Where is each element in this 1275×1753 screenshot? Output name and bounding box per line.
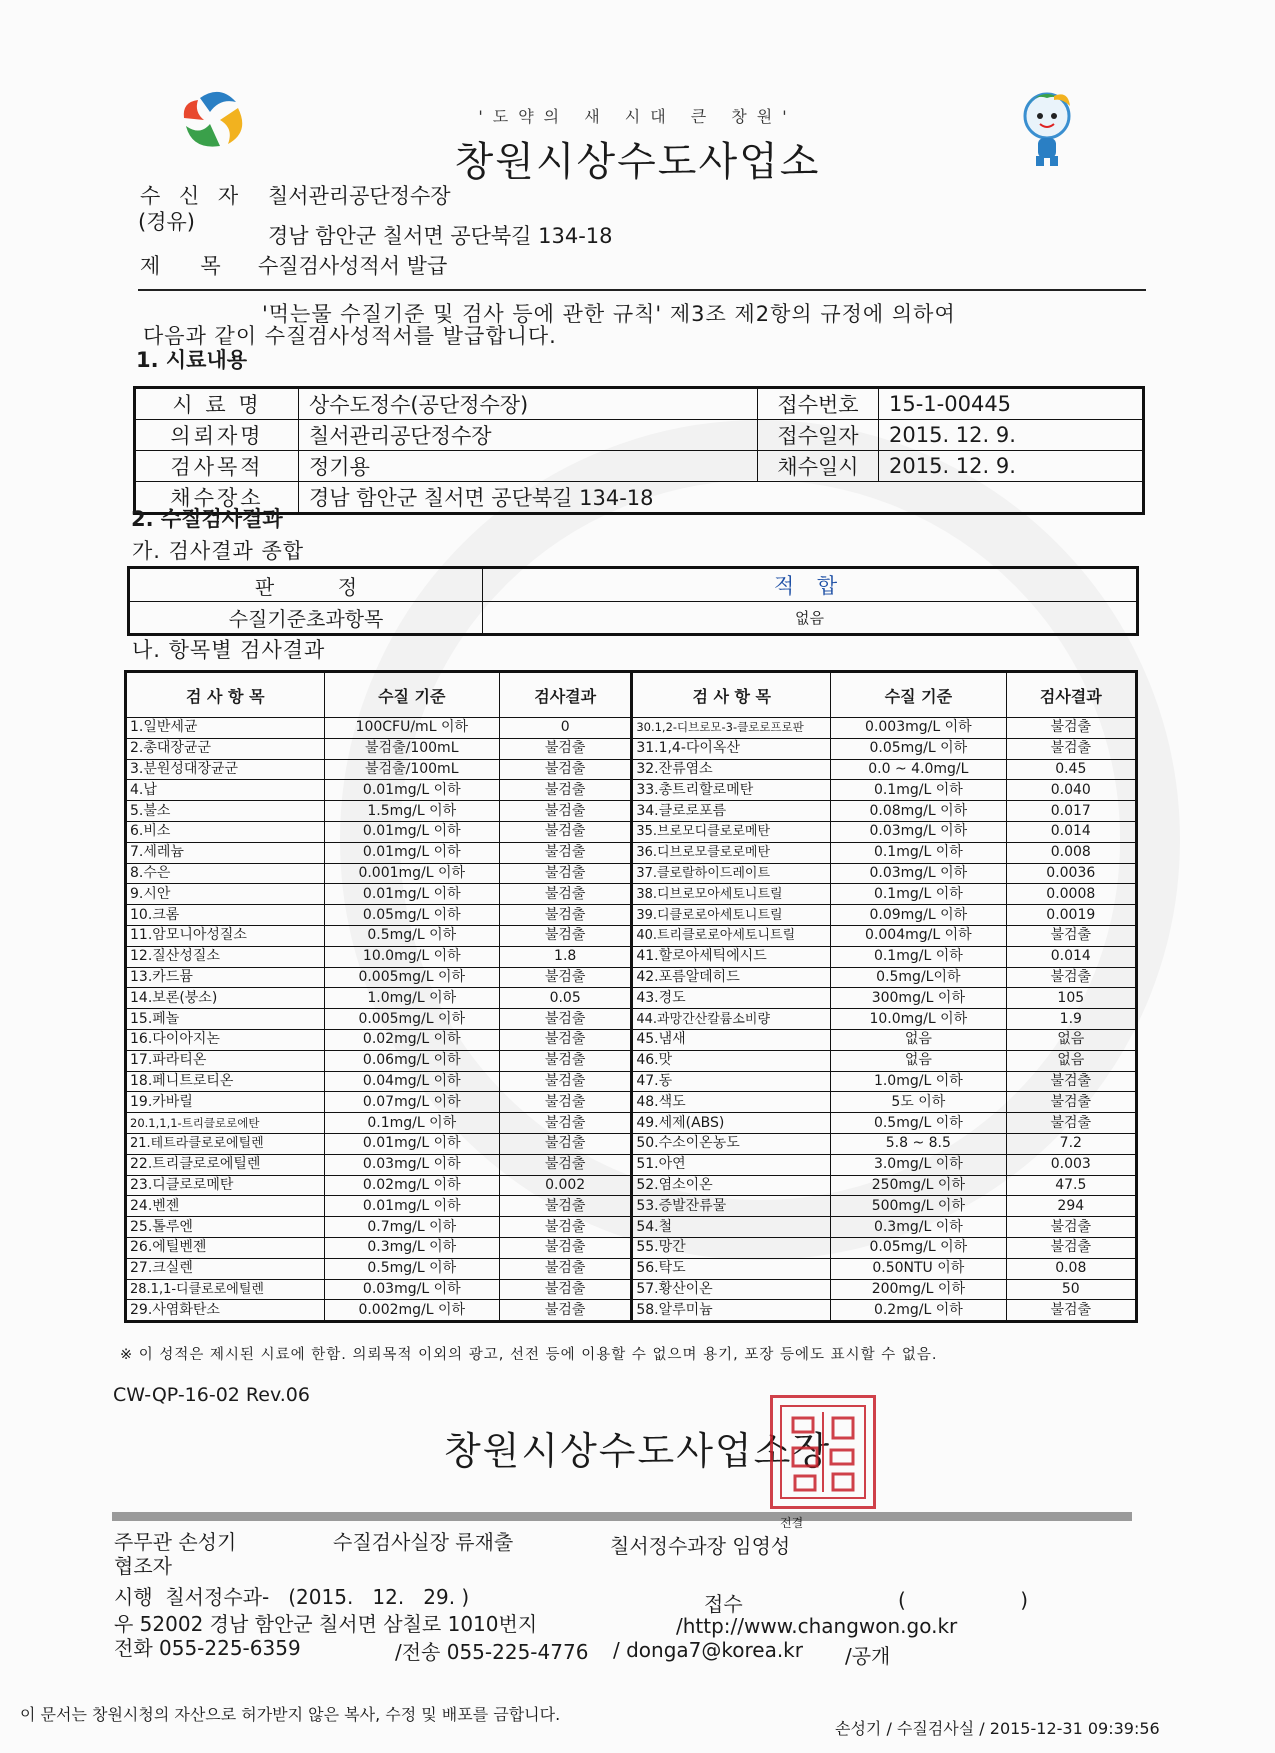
- results-result: 불검출: [500, 1092, 632, 1113]
- results-result: 47.5: [1006, 1175, 1136, 1196]
- results-result: 불검출: [1006, 738, 1136, 759]
- results-standard: 0.5mg/L이하: [831, 967, 1006, 988]
- results-result: 0.014: [1006, 946, 1136, 967]
- results-result: 불검출: [500, 905, 632, 926]
- itemized-subheading: 나. 항목별 검사결과: [132, 638, 326, 662]
- results-item-name: 57.황산이온: [632, 1279, 831, 1300]
- results-standard: 300mg/L 이하: [831, 988, 1006, 1009]
- results-standard: 0.5mg/L 이하: [324, 925, 500, 946]
- results-result: 불검출: [1006, 1237, 1136, 1258]
- results-row: [126, 801, 1137, 822]
- results-row: [126, 718, 1137, 739]
- results-result: 불검출: [1006, 967, 1136, 988]
- results-result: 불검출: [1006, 1092, 1136, 1113]
- phone: 전화 055-225-6359: [114, 1636, 301, 1660]
- results-result: 불검출: [500, 801, 632, 822]
- results-standard: 0.1mg/L 이하: [831, 780, 1006, 801]
- results-row: [126, 1071, 1137, 1092]
- results-result: 불검출: [500, 884, 632, 905]
- results-standard: 0.09mg/L 이하: [831, 905, 1006, 926]
- results-result: 불검출: [500, 967, 632, 988]
- results-result: 불검출: [500, 1279, 632, 1300]
- results-result: 불검출: [500, 1258, 632, 1279]
- results-result: 없음: [1006, 1029, 1136, 1050]
- summary-subheading: 가. 검사결과 종합: [132, 539, 305, 563]
- results-item-name: 55.망간: [632, 1237, 831, 1258]
- sampling-location: 경남 함안군 칠서면 공단북길 134-18: [299, 482, 1144, 514]
- results-item-name: 3.분원성대장균군: [126, 759, 325, 780]
- results-standard: 0.01mg/L 이하: [324, 1196, 500, 1217]
- results-item-name: 17.파라티온: [126, 1050, 325, 1071]
- results-standard: 200mg/L 이하: [831, 1279, 1006, 1300]
- approval-mark: 전결: [780, 1516, 804, 1530]
- results-standard: 0.0 ~ 4.0mg/L: [831, 759, 1006, 780]
- results-item-name: 2.총대장균군: [126, 738, 325, 759]
- results-header-cell: 수질 기준: [831, 672, 1006, 718]
- results-row: [126, 1279, 1137, 1300]
- results-result: 불검출: [500, 1217, 632, 1238]
- intro-line-2: 다음과 같이 수질검사성적서를 발급합니다.: [143, 324, 557, 348]
- results-standard: 0.02mg/L 이하: [324, 1175, 500, 1196]
- results-standard: 0.07mg/L 이하: [324, 1092, 500, 1113]
- results-item-name: 1.일반세균: [126, 718, 325, 739]
- results-result: 0.017: [1006, 801, 1136, 822]
- lab-head: 수질검사실장 류재출: [333, 1530, 514, 1554]
- results-row: [126, 821, 1137, 842]
- results-standard: 0.002mg/L 이하: [324, 1300, 500, 1322]
- results-item-name: 34.클로로포름: [632, 801, 831, 822]
- results-standard: 10.0mg/L 이하: [831, 1009, 1006, 1030]
- results-item-name: 8.수은: [126, 863, 325, 884]
- results-row: [126, 884, 1137, 905]
- results-item-name: 52.염소이온: [632, 1175, 831, 1196]
- results-result: 불검출: [500, 738, 632, 759]
- requester-label: 의뢰자명: [135, 420, 299, 451]
- results-result: 0.040: [1006, 780, 1136, 801]
- results-standard: 1.5mg/L 이하: [324, 801, 500, 822]
- results-item-name: 16.다이아지논: [126, 1029, 325, 1050]
- results-standard: 0.2mg/L 이하: [831, 1300, 1006, 1322]
- section-1-heading: 1. 시료내용: [136, 348, 248, 372]
- received-label: 접수: [704, 1592, 743, 1616]
- results-result: 불검출: [500, 842, 632, 863]
- official-seal: [770, 1395, 876, 1509]
- results-result: 불검출: [500, 759, 632, 780]
- results-item-name: 13.카드뮴: [126, 967, 325, 988]
- sample-info-table: [133, 386, 1145, 515]
- results-standard: 5도 이하: [831, 1092, 1006, 1113]
- results-item-name: 37.클로랄하이드레이트: [632, 863, 831, 884]
- results-header-cell: 검사결과: [500, 672, 632, 718]
- results-standard: 0.5mg/L 이하: [324, 1258, 500, 1279]
- results-row: [126, 1113, 1137, 1134]
- results-standard: 0.02mg/L 이하: [324, 1029, 500, 1050]
- results-item-name: 53.증발잔류물: [632, 1196, 831, 1217]
- purpose: 정기용: [299, 451, 758, 482]
- results-item-name: 6.비소: [126, 821, 325, 842]
- results-result: 불검출: [500, 1237, 632, 1258]
- results-standard: 10.0mg/L 이하: [324, 946, 500, 967]
- results-result: 불검출: [500, 821, 632, 842]
- results-item-name: 47.동: [632, 1071, 831, 1092]
- results-item-name: 33.총트리할로메탄: [632, 780, 831, 801]
- results-standard: 0.05mg/L 이하: [831, 1237, 1006, 1258]
- results-result: 불검출: [1006, 1217, 1136, 1238]
- results-item-name: 35.브로모디클로로메탄: [632, 821, 831, 842]
- results-result: 불검출: [500, 1196, 632, 1217]
- form-code: CW-QP-16-02 Rev.06: [113, 1384, 310, 1406]
- results-result: 불검출: [1006, 1300, 1136, 1322]
- results-result: 50: [1006, 1279, 1136, 1300]
- footer-divider: [112, 1512, 1132, 1521]
- results-result: 불검출: [1006, 718, 1136, 739]
- results-item-name: 28.1,1-디클로로에틸렌: [126, 1279, 325, 1300]
- subject-label: 제 목: [140, 254, 221, 278]
- results-item-name: 27.크실렌: [126, 1258, 325, 1279]
- receipt-date: 2015. 12. 9.: [879, 420, 1144, 451]
- results-standard: 0.01mg/L 이하: [324, 842, 500, 863]
- results-result: 불검출: [500, 1113, 632, 1134]
- sample-name: 상수도정수(공단정수장): [299, 388, 758, 420]
- results-result: 불검출: [500, 1133, 632, 1154]
- recipient-label: 수 신 자: [140, 184, 245, 208]
- exceed-label: 수질기준초과항목: [129, 602, 483, 635]
- results-standard: 0.5mg/L 이하: [831, 1113, 1006, 1134]
- results-item-name: 50.수소이온농도: [632, 1133, 831, 1154]
- results-item-name: 5.불소: [126, 801, 325, 822]
- results-item-name: 29.사염화탄소: [126, 1300, 325, 1322]
- results-result: 0: [500, 718, 632, 739]
- results-result: 불검출: [500, 925, 632, 946]
- results-standard: 0.08mg/L 이하: [831, 801, 1006, 822]
- results-result: 0.0036: [1006, 863, 1136, 884]
- location-label: 채수장소: [135, 482, 299, 514]
- results-result: 294: [1006, 1196, 1136, 1217]
- results-row: [126, 1237, 1137, 1258]
- summary-table: [127, 566, 1139, 636]
- results-row: [126, 842, 1137, 863]
- results-standard: 0.01mg/L 이하: [324, 1133, 500, 1154]
- issue-info: 시행 칠서정수과- (2015. 12. 29. ): [114, 1585, 470, 1609]
- results-item-name: 40.트리클로로아세토니트릴: [632, 925, 831, 946]
- results-standard: 0.7mg/L 이하: [324, 1217, 500, 1238]
- results-result: 불검출: [500, 863, 632, 884]
- results-standard: 0.01mg/L 이하: [324, 821, 500, 842]
- results-row: [126, 946, 1137, 967]
- results-standard: 없음: [831, 1050, 1006, 1071]
- recipient-address: 경남 함안군 칠서면 공단북길 134-18: [268, 224, 613, 248]
- seal-icon: [773, 1398, 873, 1506]
- results-result: 불검출: [500, 1300, 632, 1322]
- results-row: [126, 1217, 1137, 1238]
- results-item-name: 45.냄새: [632, 1029, 831, 1050]
- via-label: (경유): [138, 210, 195, 234]
- subject: 수질검사성적서 발급: [258, 254, 448, 278]
- results-result: 불검출: [500, 1050, 632, 1071]
- results-standard: 5.8 ~ 8.5: [831, 1133, 1006, 1154]
- print-stamp: 손성기 / 수질검사실 / 2015-12-31 09:39:56: [835, 1719, 1160, 1738]
- receipt-no-label: 접수번호: [758, 388, 879, 420]
- postal-address: 우 52002 경남 함안군 칠서면 삼칠로 1010번지: [114, 1612, 538, 1636]
- org-title: 창원시상수도사업소: [454, 139, 821, 185]
- judge-label: 판 정: [129, 568, 483, 602]
- results-item-name: 49.세제(ABS): [632, 1113, 831, 1134]
- results-item-name: 21.테트라클로로에틸렌: [126, 1133, 325, 1154]
- results-item-name: 48.색도: [632, 1092, 831, 1113]
- results-item-name: 39.디클로로아세토니트릴: [632, 905, 831, 926]
- results-table: [124, 670, 1138, 1323]
- email[interactable]: / donga7@korea.kr: [613, 1638, 803, 1662]
- results-standard: 0.005mg/L 이하: [324, 967, 500, 988]
- judge-result: 적 합: [483, 568, 1138, 602]
- results-header-cell: 검 사 항 목: [632, 672, 831, 718]
- results-result: 0.014: [1006, 821, 1136, 842]
- results-row: [126, 967, 1137, 988]
- results-result: 105: [1006, 988, 1136, 1009]
- results-standard: 0.3mg/L 이하: [831, 1217, 1006, 1238]
- results-item-name: 9.시안: [126, 884, 325, 905]
- results-row: [126, 738, 1137, 759]
- results-standard: 0.03mg/L 이하: [324, 1279, 500, 1300]
- results-item-name: 7.세레늄: [126, 842, 325, 863]
- results-result: 0.002: [500, 1175, 632, 1196]
- results-row: [126, 1300, 1137, 1322]
- results-result: 0.008: [1006, 842, 1136, 863]
- signatory-title: 창원시상수도사업소장: [443, 1429, 832, 1473]
- results-standard: 0.03mg/L 이하: [831, 863, 1006, 884]
- results-row: [126, 1133, 1137, 1154]
- sampling-date: 2015. 12. 9.: [879, 451, 1144, 482]
- results-header-cell: 검사결과: [1006, 672, 1136, 718]
- fax: /전송 055-225-4776: [395, 1640, 589, 1664]
- results-standard: 0.001mg/L 이하: [324, 863, 500, 884]
- sampling-date-label: 채수일시: [758, 451, 879, 482]
- results-row: [126, 1092, 1137, 1113]
- section-head: 칠서정수과장 임영성: [610, 1534, 791, 1558]
- results-result: 7.2: [1006, 1133, 1136, 1154]
- results-standard: 0.003mg/L 이하: [831, 718, 1006, 739]
- results-standard: 불검출/100mL: [324, 759, 500, 780]
- results-item-name: 32.잔류염소: [632, 759, 831, 780]
- results-result: 불검출: [500, 1029, 632, 1050]
- results-row: [126, 925, 1137, 946]
- results-item-name: 43.경도: [632, 988, 831, 1009]
- results-row: [126, 1196, 1137, 1217]
- results-standard: 0.01mg/L 이하: [324, 884, 500, 905]
- results-item-name: 4.납: [126, 780, 325, 801]
- results-standard: 없음: [831, 1029, 1006, 1050]
- results-standard: 3.0mg/L 이하: [831, 1154, 1006, 1175]
- results-item-name: 10.크롬: [126, 905, 325, 926]
- results-item-name: 51.아연: [632, 1154, 831, 1175]
- results-standard: 0.004mg/L 이하: [831, 925, 1006, 946]
- results-item-name: 12.질산성질소: [126, 946, 325, 967]
- results-item-name: 26.에틸벤젠: [126, 1237, 325, 1258]
- results-result: 0.0019: [1006, 905, 1136, 926]
- results-item-name: 41.할로아세틱에시드: [632, 946, 831, 967]
- results-item-name: 46.맛: [632, 1050, 831, 1071]
- results-result: 0.05: [500, 988, 632, 1009]
- results-row: [126, 1175, 1137, 1196]
- results-row: [126, 1154, 1137, 1175]
- results-standard: 0.1mg/L 이하: [831, 842, 1006, 863]
- results-item-name: 42.포름알데히드: [632, 967, 831, 988]
- results-row: [126, 1258, 1137, 1279]
- results-result: 1.9: [1006, 1009, 1136, 1030]
- results-item-name: 24.벤젠: [126, 1196, 325, 1217]
- results-item-name: 23.디클로로메탄: [126, 1175, 325, 1196]
- results-result: 1.8: [500, 946, 632, 967]
- results-result: 0.08: [1006, 1258, 1136, 1279]
- results-standard: 0.01mg/L 이하: [324, 780, 500, 801]
- homepage-link[interactable]: /http://www.changwon.go.kr: [676, 1614, 958, 1638]
- results-item-name: 18.페니트로티온: [126, 1071, 325, 1092]
- results-standard: 1.0mg/L 이하: [324, 988, 500, 1009]
- results-item-name: 44.과망간산칼륨소비량: [632, 1009, 831, 1030]
- results-item-name: 11.암모니아성질소: [126, 925, 325, 946]
- results-item-name: 36.디브로모클로로메탄: [632, 842, 831, 863]
- results-row: [126, 1009, 1137, 1030]
- results-item-name: 25.톨루엔: [126, 1217, 325, 1238]
- results-standard: 0.1mg/L 이하: [324, 1113, 500, 1134]
- receipt-no: 15-1-00445: [879, 388, 1144, 420]
- results-result: 불검출: [1006, 1113, 1136, 1134]
- results-result: 0.003: [1006, 1154, 1136, 1175]
- results-header-row: [126, 672, 1137, 718]
- results-item-name: 20.1,1,1-트리클로로에탄: [126, 1113, 325, 1134]
- results-standard: 0.05mg/L 이하: [324, 905, 500, 926]
- requester: 칠서관리공단정수장: [299, 420, 758, 451]
- results-standard: 1.0mg/L 이하: [831, 1071, 1006, 1092]
- results-row: [126, 759, 1137, 780]
- results-item-name: 19.카바릴: [126, 1092, 325, 1113]
- cooperator: 협조자: [114, 1554, 172, 1578]
- recipient: 칠서관리공단정수장: [268, 184, 451, 208]
- results-item-name: 56.탁도: [632, 1258, 831, 1279]
- results-standard: 0.005mg/L 이하: [324, 1009, 500, 1030]
- exceed-items: 없음: [483, 602, 1138, 635]
- results-header-cell: 검 사 항 목: [126, 672, 325, 718]
- results-result: 없음: [1006, 1050, 1136, 1071]
- results-standard: 0.03mg/L 이하: [831, 821, 1006, 842]
- purpose-label: 검사목적: [135, 451, 299, 482]
- results-standard: 250mg/L 이하: [831, 1175, 1006, 1196]
- intro-line-1: '먹는물 수질기준 및 검사 등에 관한 규칙' 제3조 제2항의 규정에 의하여: [262, 302, 956, 326]
- section-2-heading: 2. 수질검사결과: [131, 507, 283, 531]
- results-row: [126, 863, 1137, 884]
- bottom-notice: 이 문서는 창원시청의 자산으로 허가받지 않은 복사, 수정 및 배포를 금합니다.: [20, 1705, 561, 1724]
- results-result: 불검출: [500, 1154, 632, 1175]
- results-item-name: 58.알루미늄: [632, 1300, 831, 1322]
- results-standard: 0.06mg/L 이하: [324, 1050, 500, 1071]
- sample-name-label: 시 료 명: [135, 388, 299, 420]
- results-standard: 0.04mg/L 이하: [324, 1071, 500, 1092]
- results-result: 불검출: [500, 780, 632, 801]
- results-row: [126, 780, 1137, 801]
- results-standard: 0.1mg/L 이하: [831, 884, 1006, 905]
- results-item-name: 31.1,4-다이옥산: [632, 738, 831, 759]
- validity-note: ※ 이 성적은 제시된 시료에 한함. 의뢰목적 이외의 광고, 선전 등에 이용할 수 없으며 용기, 포장 등에도 표시할 수 없음.: [120, 1347, 938, 1363]
- results-item-name: 30.1,2-디브로모-3-클로로프로판: [632, 718, 831, 739]
- results-result: 불검출: [500, 1071, 632, 1092]
- results-result: 불검출: [1006, 925, 1136, 946]
- results-result: 불검출: [500, 1009, 632, 1030]
- results-row: [126, 1029, 1137, 1050]
- header-rule: [138, 289, 1146, 291]
- results-row: [126, 1050, 1137, 1071]
- officer: 주무관 손성기: [114, 1530, 237, 1554]
- mascot-icon: [1018, 90, 1076, 168]
- results-standard: 0.1mg/L 이하: [831, 946, 1006, 967]
- disclosure: /공개: [845, 1644, 891, 1668]
- slogan: '도약의 새 시대 큰 창원': [478, 107, 797, 126]
- results-item-name: 14.보론(붕소): [126, 988, 325, 1009]
- results-item-name: 54.철: [632, 1217, 831, 1238]
- results-standard: 0.3mg/L 이하: [324, 1237, 500, 1258]
- results-result: 0.0008: [1006, 884, 1136, 905]
- results-item-name: 38.디브로모아세토니트릴: [632, 884, 831, 905]
- results-standard: 0.03mg/L 이하: [324, 1154, 500, 1175]
- results-standard: 0.50NTU 이하: [831, 1258, 1006, 1279]
- results-row: [126, 905, 1137, 926]
- received-paren: ( ): [898, 1588, 1029, 1612]
- results-result: 0.45: [1006, 759, 1136, 780]
- receipt-date-label: 접수일자: [758, 420, 879, 451]
- results-standard: 불검출/100mL: [324, 738, 500, 759]
- results-result: 불검출: [1006, 1071, 1136, 1092]
- results-standard: 100CFU/mL 이하: [324, 718, 500, 739]
- results-item-name: 22.트리클로로에틸렌: [126, 1154, 325, 1175]
- results-item-name: 15.페놀: [126, 1009, 325, 1030]
- results-header-cell: 수질 기준: [324, 672, 500, 718]
- results-standard: 500mg/L 이하: [831, 1196, 1006, 1217]
- results-standard: 0.05mg/L 이하: [831, 738, 1006, 759]
- results-row: [126, 988, 1137, 1009]
